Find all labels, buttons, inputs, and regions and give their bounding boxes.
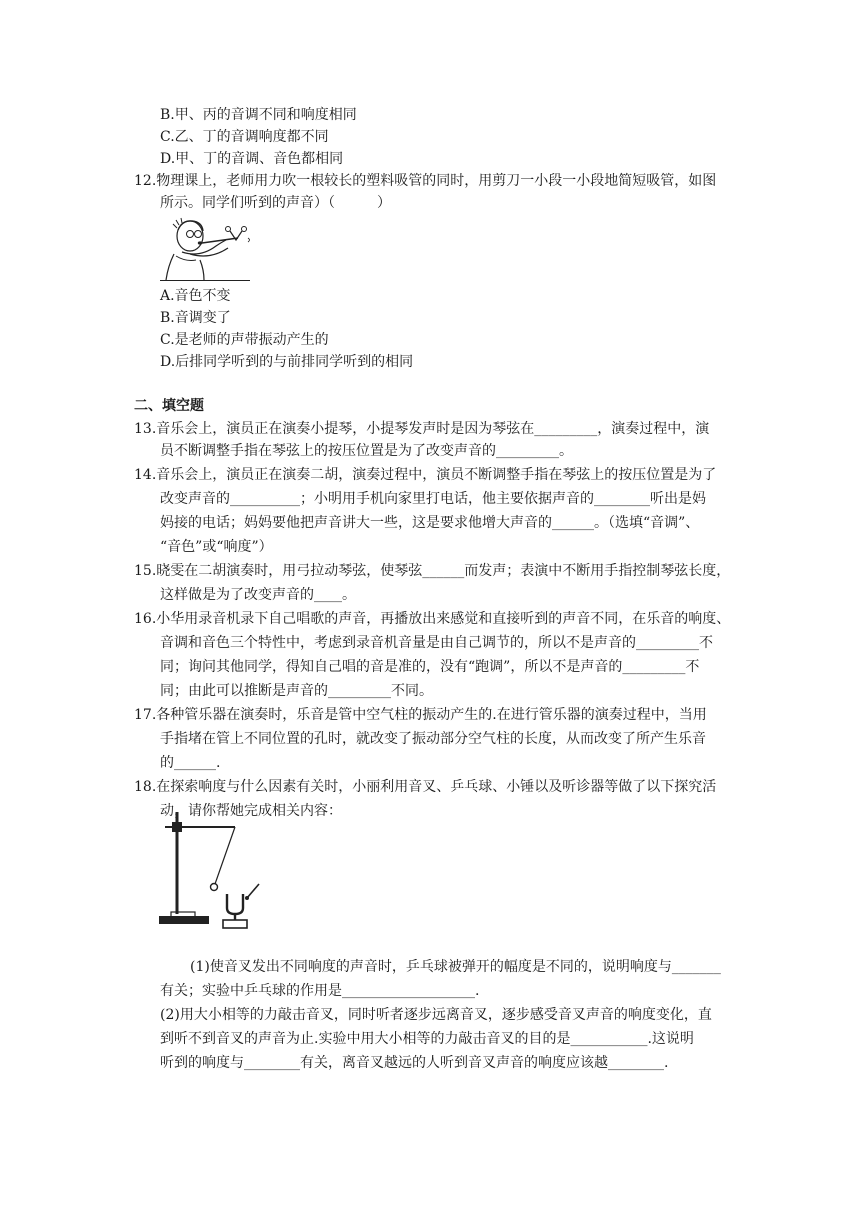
q11-option-b: B.甲、丙的音调不同和响度相同 bbox=[160, 107, 357, 123]
q12-option-d: D.后排同学听到的与前排同学听到的相同 bbox=[160, 354, 414, 370]
q14-line-3: 妈接的电话；妈妈要他把声音讲大一些，这是要求他增大声音的______。（选填“音调”、 bbox=[160, 515, 700, 531]
q18-sub1-line-2: 有关；实验中乒乓球的作用是___________________. bbox=[160, 983, 480, 999]
q18-sub2-line-1: (2)用大小相等的力敲击音叉，同时听者逐步远离音叉，逐步感受音叉声音的响度变化，直 bbox=[160, 1007, 712, 1023]
q11-option-c: C.乙、丁的音调响度都不同 bbox=[160, 129, 329, 145]
q16-line-1: 16.小华用录音机录下自己唱歌的声音，再播放出来感觉和直接听到的声音不同，在乐音的响度、 bbox=[134, 611, 731, 627]
q14-line-1: 14.音乐会上，演员正在演奏二胡，演奏过程中，演员不断调整手指在琴弦上的按压位置是为了 bbox=[134, 467, 717, 483]
q11-option-d: D.甲、丁的音调、音色都相同 bbox=[160, 151, 344, 167]
q16-line-3: 同；询问其他同学，得知自己唱的音是准的，没有“跑调”，所以不是声音的_________不 bbox=[160, 659, 700, 675]
figure-underline bbox=[160, 280, 250, 281]
q12-stem-line-1: 12.物理课上，老师用力吹一根较长的塑料吸管的同时，用剪刀一小段一小段地简短吸管，如图 bbox=[134, 173, 717, 189]
q18-stem-line-1: 18.在探索响度与什么因素有关时，小丽利用音叉、乒乓球、小锤以及听诊器等做了以下探究活 bbox=[134, 779, 717, 795]
tuning-fork-apparatus bbox=[155, 808, 275, 932]
q13-line-2: 员不断调整手指在琴弦上的按压位置是为了改变声音的_________。 bbox=[160, 443, 573, 459]
q14-line-2: 改变声音的__________；小明用手机向家里打电话，他主要依据声音的________听出是妈 bbox=[160, 491, 706, 507]
q18-stem-line-2: 动，请你帮她完成相关内容： bbox=[160, 803, 342, 819]
q17-line-1: 17.各种管乐器在演奏时，乐音是管中空气柱的振动产生的.在进行管乐器的演奏过程中，当用 bbox=[134, 707, 707, 723]
q18-sub2-line-2: 到听不到音叉的声音为止.实验中用大小相等的力敲击音叉的目的是___________.这说明 bbox=[160, 1031, 694, 1047]
q12-option-b: B.音调变了 bbox=[160, 310, 231, 326]
q12-stem-line-2: 所示。同学们听到的声音）（ ） bbox=[160, 195, 391, 211]
q17-line-2: 手指堵在管上不同位置的孔时，就改变了振动部分空气柱的长度，从而改变了所产生乐音 bbox=[160, 731, 706, 747]
q15-line-2: 这样做是为了改变声音的____。 bbox=[160, 587, 356, 603]
q16-line-4: 同；由此可以推断是声音的_________不同。 bbox=[160, 683, 433, 699]
q16-line-2: 音调和音色三个特性中，考虑到录音机音量是由自己调节的，所以不是声音的_________不 bbox=[160, 635, 713, 651]
q17-line-3: 的______. bbox=[160, 755, 221, 771]
q14-line-4: “音色”或“响度”） bbox=[160, 539, 273, 555]
teacher-straw-illustration bbox=[160, 216, 252, 282]
q15-line-1: 15.晓雯在二胡演奏时，用弓拉动琴弦，使琴弦______而发声；表演中不断用手指控制琴弦长度， bbox=[134, 563, 731, 579]
q12-option-a: A.音色不变 bbox=[160, 288, 231, 304]
q18-sub1-line-1: (1)使音叉发出不同响度的声音时，乒乓球被弹开的幅度是不同的，说明响度与_______ bbox=[190, 959, 721, 975]
q12-option-c: C.是老师的声带振动产生的 bbox=[160, 332, 329, 348]
q13-line-1: 13.音乐会上，演员正在演奏小提琴，小提琴发声时是因为琴弦在_________，演奏过程中，演 bbox=[134, 421, 710, 437]
q18-sub2-line-3: 听到的响度与________有关，离音叉越远的人听到音叉声音的响度应该越________. bbox=[160, 1055, 669, 1071]
section-title-fill-in: 二、填空题 bbox=[134, 398, 204, 414]
